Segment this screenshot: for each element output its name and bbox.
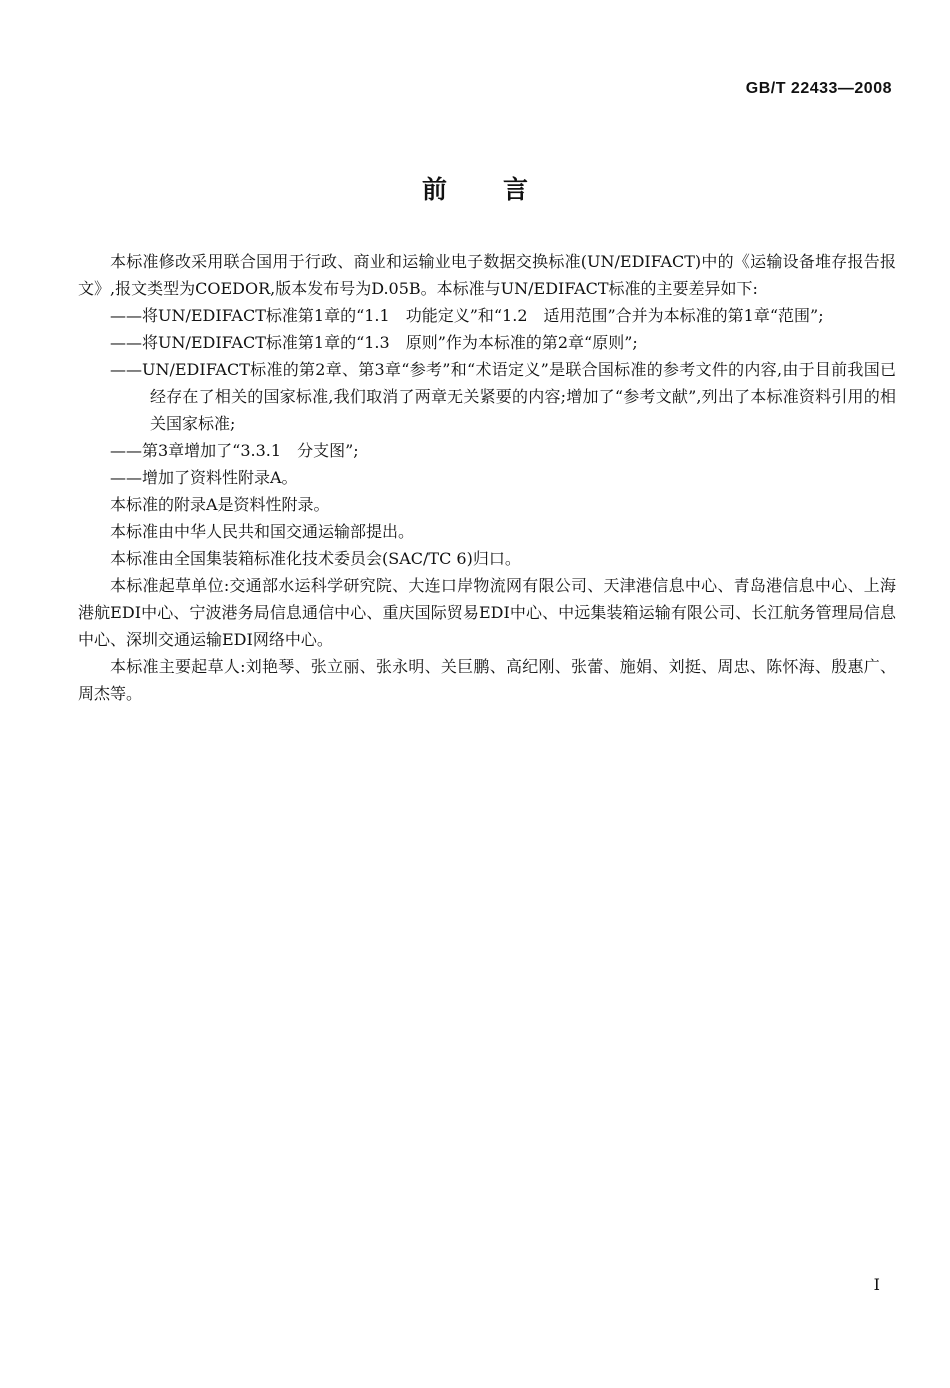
difference-item: ——将UN/EDIFACT标准第1章的“1.1 功能定义”和“1.2 适用范围”合并为本标准的第1章“范围”; <box>110 306 824 325</box>
page-number: I <box>873 1275 880 1294</box>
difference-item: ——增加了资料性附录A。 <box>110 468 298 487</box>
standard-code: GB/T 22433—2008 <box>745 80 892 97</box>
appendix-paragraph: 本标准的附录A是资料性附录。 <box>110 495 330 514</box>
difference-item: ——将UN/EDIFACT标准第1章的“1.3 原则”作为本标准的第2章“原则”; <box>110 333 638 352</box>
proposer-paragraph: 本标准由中华人民共和国交通运输部提出。 <box>110 522 415 541</box>
drafters-paragraph: 本标准主要起草人:刘艳琴、张立丽、张永明、关巨鹏、高纪刚、张蕾、施娟、刘挺、周忠、陈怀海、殷惠广、周杰等。 <box>78 657 896 703</box>
page-title: 前言 <box>421 175 584 204</box>
foreword-body <box>78 248 896 707</box>
centralized-paragraph: 本标准由全国集装箱标准化技术委员会(SAC/TC 6)归口。 <box>110 549 521 568</box>
difference-item: ——第3章增加了“3.3.1 分支图”; <box>110 441 359 460</box>
difference-item: ——UN/EDIFACT标准的第2章、第3章“参考”和“术语定义”是联合国标准的参考文件的内容,由于目前我国已经存在了相关的国家标准,我们取消了两章无关紧要的内容;增加了“参考文献”,列出了本标准资料引用的相关国家标准; <box>110 360 896 433</box>
drafting-units-paragraph: 本标准起草单位:交通部水运科学研究院、大连口岸物流网有限公司、天津港信息中心、青岛港信息中心、上海港航EDI中心、宁波港务局信息通信中心、重庆国际贸易EDI中心、中远集装箱运输有限公司、长江航务管理局信息中心、深圳交通运输EDI网络中心。 <box>78 576 896 649</box>
intro-paragraph: 本标准修改采用联合国用于行政、商业和运输业电子数据交换标准(UN/EDIFACT)中的《运输设备堆存报告报文》,报文类型为COEDOR,版本发布号为D.05B。本标准与UN/EDIFACT标准的主要差异如下: <box>78 252 896 298</box>
